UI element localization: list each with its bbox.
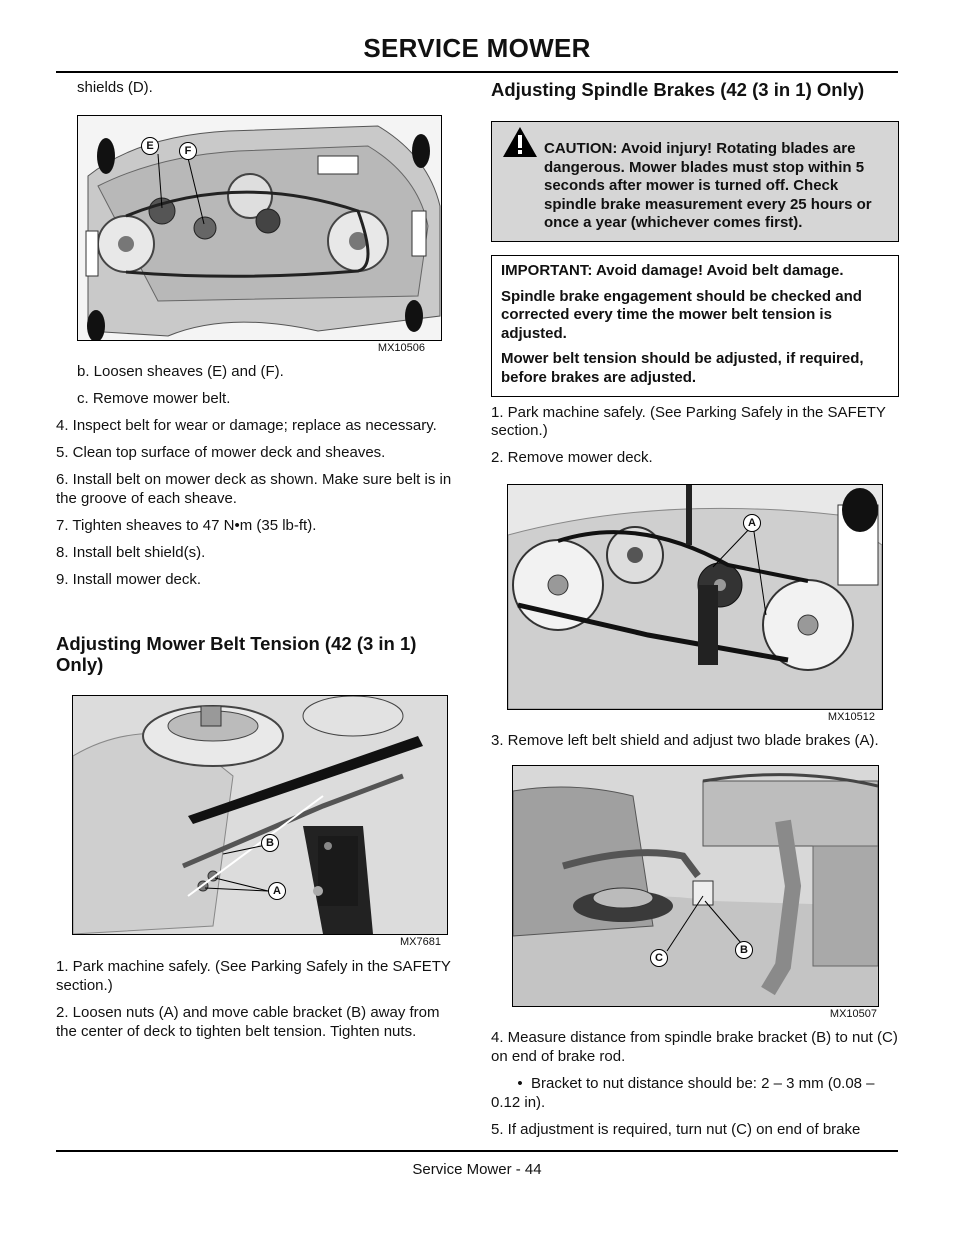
- section-heading-belt-tension: Adjusting Mower Belt Tension (42 (3 in 1) Only): [56, 633, 417, 676]
- figure-mx10507: [512, 765, 879, 1020]
- brake-bracket-image: [512, 765, 879, 1007]
- callout-a: A: [743, 514, 761, 532]
- figure-caption: MX10507: [829, 1008, 877, 1021]
- brake-step-5: 5. If adjustment is required, turn nut (C) on end of brake: [491, 1120, 861, 1138]
- callout-c: C: [650, 949, 668, 967]
- figure-mx10506: [77, 115, 442, 354]
- important-text-1: Spindle brake engagement should be checked and corrected every time the mower belt tension is adjusted.: [501, 287, 862, 342]
- belt-step-1: 1. Park machine safely. (See Parking Safely in the SAFETY section.): [56, 958, 451, 995]
- step-4: 4. Inspect belt for wear or damage; replace as necessary.: [56, 416, 437, 434]
- spindle-brakes-image: [507, 484, 883, 710]
- brake-step-1: 1. Park machine safely. (See Parking Safely in the SAFETY section.): [491, 403, 886, 440]
- callout-f: F: [179, 142, 197, 160]
- mower-deck-top-image: [77, 115, 442, 341]
- step-6: 6. Install belt on mower deck as shown. Make sure belt is in the groove of each sheave.: [56, 470, 452, 507]
- important-box: [491, 255, 899, 397]
- step-c: c. Remove mower belt.: [77, 389, 231, 407]
- warning-triangle-icon: [502, 126, 538, 158]
- footer-rule: [56, 1150, 898, 1152]
- callout-a: A: [268, 882, 286, 900]
- intro-text: shields (D).: [77, 79, 153, 96]
- bullet-item: [491, 1075, 899, 1112]
- brake-step-3: 3. Remove left belt shield and adjust two blade brakes (A).: [491, 731, 879, 749]
- belt-tension-image: [72, 695, 448, 935]
- right-column: [491, 79, 899, 1139]
- step-7: 7. Tighten sheaves to 47 N•m (35 lb-ft).: [56, 516, 317, 534]
- callout-b: B: [261, 834, 279, 852]
- bullet-text: Bracket to nut distance should be: 2 – 3 mm (0.08 – 0.12 in).: [491, 1075, 875, 1111]
- header-rule: [56, 71, 898, 73]
- caution-box: [491, 121, 899, 242]
- page-title: SERVICE MOWER: [363, 33, 591, 63]
- brake-step-4: 4. Measure distance from spindle brake bracket (B) to nut (C) on end of brake rod.: [491, 1029, 898, 1065]
- page-footer: Service Mower - 44: [412, 1161, 542, 1178]
- step-b: b. Loosen sheaves (E) and (F).: [77, 362, 284, 380]
- callout-e: E: [141, 137, 159, 155]
- figure-mx7681: [72, 695, 448, 948]
- step-8: 8. Install belt shield(s).: [56, 543, 206, 561]
- figure-caption: MX10512: [827, 710, 875, 723]
- section-heading-spindle-brakes: Adjusting Spindle Brakes (42 (3 in 1) Only): [491, 79, 865, 100]
- caution-text: CAUTION: Avoid injury! Rotating blades are dangerous. Mower blades must stop within 5 seconds after mower is turned off. Check spindle brake measurement every 25 hours or once a year (whichever comes first).: [544, 140, 872, 232]
- belt-step-2: 2. Loosen nuts (A) and move cable bracket (B) away from the center of deck to tighten belt tension. Tighten nuts.: [56, 1004, 440, 1040]
- callout-b: B: [735, 941, 753, 959]
- step-5: 5. Clean top surface of mower deck and sheaves.: [56, 443, 386, 461]
- important-text-2: Mower belt tension should be adjusted, if required, before brakes are adjusted.: [501, 350, 864, 386]
- figure-caption: MX7681: [400, 936, 441, 949]
- step-9: 9. Install mower deck.: [56, 570, 202, 588]
- left-column: [56, 79, 458, 1041]
- figure-mx10512: [507, 484, 883, 723]
- brake-step-2: 2. Remove mower deck.: [491, 449, 653, 467]
- bullet-mark: •: [517, 1075, 523, 1093]
- important-heading: IMPORTANT: Avoid damage! Avoid belt damage.: [501, 261, 844, 279]
- figure-caption: MX10506: [377, 341, 425, 354]
